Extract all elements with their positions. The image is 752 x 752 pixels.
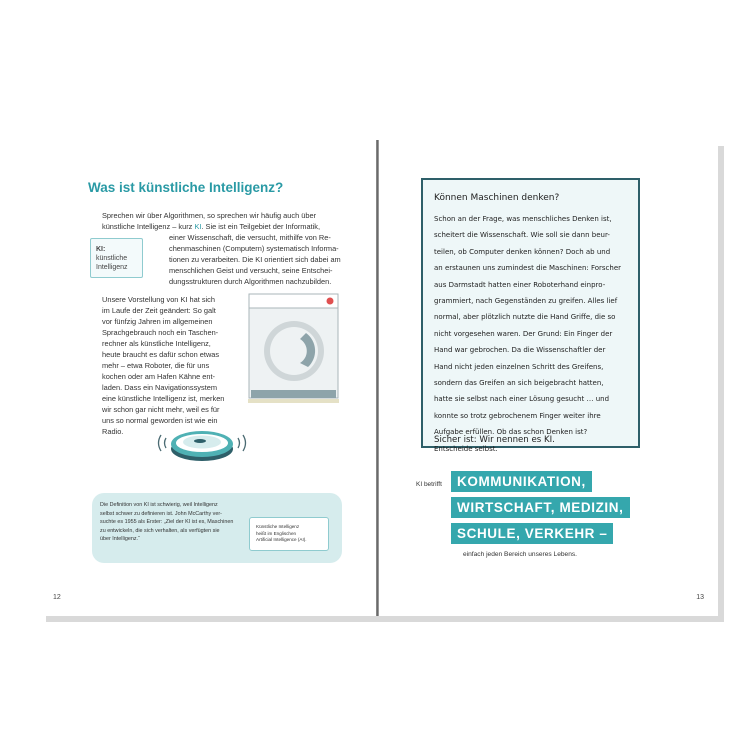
- text-line: chenmaschinen (Computern) systematisch Informa-: [169, 244, 339, 253]
- box-conclusion: Sicher ist: Wir nennen es KI.: [434, 435, 555, 445]
- box-body: [434, 211, 634, 457]
- text-line: Hand war gebrochen. Da die Wissenschaftler der: [434, 346, 606, 355]
- text-line: Artificial Intelligence (AI).: [256, 537, 307, 542]
- left-page: [40, 140, 376, 616]
- text-line: menschlichen Geist und versucht, seine Entschei-: [169, 266, 333, 275]
- text-line: selbst schwer zu definieren ist. John McCarthy ver-: [100, 510, 222, 517]
- tagline: einfach jeden Bereich unseres Lebens.: [463, 551, 578, 558]
- note-label: KI:: [96, 246, 106, 253]
- text-line: wir schon gar nicht mehr, weil es für: [102, 405, 220, 414]
- text-line: kochen oder am Hafen Kähne ent-: [102, 372, 215, 381]
- text-line: künstliche Intelligenz – kurz KI. Sie ist ein Teilgebiet der Informatik,: [102, 222, 321, 231]
- box-title: Können Maschinen denken?: [434, 193, 560, 203]
- text-line: hatte sie selbst nach einer Lösung gesucht … und: [434, 395, 610, 404]
- text-line: dungsstrukturen durch Algorithmen nachzubilden.: [169, 277, 332, 286]
- page-heading: Was ist künstliche Intelligenz?: [88, 180, 284, 195]
- text-line: über Intelligenz.“: [100, 536, 140, 542]
- ki-note-box: [90, 238, 143, 278]
- text-line: Aufgabe erfüllen. Ob das schon Denken ist?: [434, 428, 588, 437]
- text-line: scheitert die Wissenschaft. Wie soll sie dann beur-: [434, 231, 610, 240]
- text-line: grammiert, nach Gegenständen zu greifen. Alles lief: [434, 297, 618, 306]
- text-line: tionen zu verarbeiten. Die KI orientiert sich dabei am: [169, 255, 341, 264]
- ki-term: KI: [194, 222, 202, 231]
- ki-betrifft-label: KI betrifft: [416, 481, 442, 488]
- highlight-economy-medicine: WIRTSCHAFT, MEDIZIN,: [451, 497, 630, 518]
- highlight-school-traffic: SCHULE, VERKEHR –: [451, 523, 613, 544]
- text-line: im Laufe der Zeit geändert: So galt: [102, 306, 216, 315]
- right-page: [379, 140, 718, 616]
- text-line: mehr – etwa Roboter, die für uns: [102, 361, 210, 370]
- text-line: heißt im Englischen: [256, 530, 297, 536]
- text-line: Radio.: [102, 427, 124, 436]
- page-number-right: 13: [696, 594, 704, 601]
- washing-machine-illustration: [248, 293, 339, 407]
- note-text: künstliche Intelligenz: [96, 255, 128, 271]
- text-line: nicht vorgesehen waren. Der Grund: Ein Finger der: [434, 329, 613, 338]
- text-line: Sprachgebrauch noch ein Taschen-: [102, 328, 219, 337]
- text-line: teilen, ob Computer denken können? Doch ab und: [434, 247, 611, 256]
- definition-box: [92, 493, 342, 563]
- highlight-communication: KOMMUNIKATION,: [451, 471, 592, 492]
- text-line: suchte es 1955 als Erster: „Ziel der KI ist es, Maschinen: [100, 519, 234, 525]
- text-line: sondern das Greifen an sich beigebracht hatten,: [434, 379, 604, 388]
- text-line: Sprechen wir über Algorithmen, so sprechen wir häufig auch über: [102, 211, 317, 220]
- text-line: Entscheide selbst.: [434, 444, 498, 453]
- power-button-icon: [327, 298, 334, 305]
- definition-text: [100, 501, 254, 544]
- text-line: zu entwickeln, die sich verhalten, als verfügten sie: [100, 527, 220, 534]
- text-line: Die Definition von KI ist schwierig, weil Intelligenz: [100, 502, 218, 508]
- text-line: normal, aber plötzlich nutzte die Hand Griffe, die so: [434, 313, 616, 322]
- text-line: laden. Dass ein Navigationssystem: [102, 383, 218, 392]
- text-line: einer Wissenschaft, die versucht, mithilfe von Re-: [169, 233, 331, 242]
- text-line: heute braucht es dafür schon etwas: [102, 350, 220, 359]
- text-line: an erstaunen uns zumindest die Maschinen: Forscher: [434, 264, 622, 273]
- second-paragraph: [102, 294, 249, 437]
- text-line: Künstliche Intelligenz: [256, 524, 300, 529]
- book-spread: [40, 140, 718, 616]
- text-line: Unsere Vorstellung von KI hat sich: [102, 295, 215, 304]
- page-number-left: 12: [53, 594, 61, 601]
- text-line: vor fünfzig Jahren im allgemeinen: [102, 317, 213, 326]
- text-line: aus Darmstadt hatten einer Roboterhand einpro-: [434, 280, 606, 289]
- text-line: konnte so trotz gebrochenem Finger weiter ihre: [434, 411, 601, 420]
- robot-vacuum-illustration: [153, 423, 251, 471]
- text-line: rechner als künstliche Intelligenz,: [102, 339, 211, 348]
- text-line: uns so normal geworden ist wie ein: [102, 416, 218, 425]
- text-line: Hand nicht jeden einzelnen Schritt des Greifens,: [434, 362, 604, 371]
- text-line: Schon an der Frage, was menschliches Denken ist,: [434, 215, 612, 223]
- definition-note: [249, 517, 329, 551]
- text-line: eine künstliche Intelligenz ist, merken: [102, 394, 225, 403]
- question-box: [421, 178, 640, 453]
